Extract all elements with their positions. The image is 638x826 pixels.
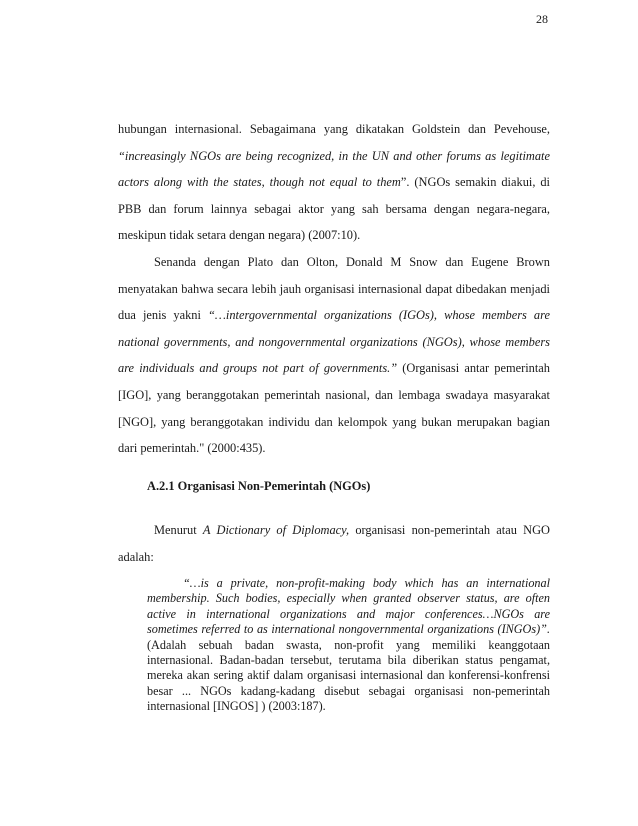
paragraph-dictionary-text-2: organisasi non-pemerintah atau NGO adalah: <box>118 523 550 564</box>
block-quote-translation: (Adalah sebuah badan swasta, non-profit yang memiliki keanggotaan internasional. Badan-badan tersebut, terutama bila diberikan status pengamat, mereka akan sering aktif dalam organisasi internasional dan konferensi-konfrensi besar ... NGOs kadang-kadang disebut sebagai organisasi non-pemerintah internasional [INGOS] ) (2003:187). <box>147 637 550 714</box>
paragraph-snow-brown-quote: “…intergovernmental organizations (IGOs), whose members are national governments, and nongovernmental organizations (NGOs), whose members are individuals and groups not part of governments.” <box>118 308 550 376</box>
block-quote-paragraph <box>147 576 550 715</box>
paragraph-goldstein-text-2: ”. (NGOs semakin diakui, di PBB dan forum lainnya sebagai aktor yang sah bersama dengan negara-negara, meskipun tidak setara dengan negara) (2007:10). <box>118 175 551 243</box>
paragraph-goldstein-text-1: hubungan internasional. Sebagaimana yang dikatakan Goldstein dan Pevehouse, <box>118 122 550 136</box>
paragraph-goldstein-quote: “increasingly NGOs are being recognized, in the UN and other forums as legitimate actors along with the states, though not equal to them <box>118 148 550 190</box>
paragraph-snow-brown <box>118 249 550 462</box>
paragraph-dictionary-title: A Dictionary of Diplomacy, <box>202 523 350 537</box>
paragraph-dictionary-text-1: Menurut <box>154 523 203 537</box>
body-text <box>118 116 550 462</box>
block-quote <box>147 576 550 715</box>
paragraph-dictionary <box>118 517 550 570</box>
paragraph-goldstein <box>118 116 550 249</box>
paragraph-snow-brown-text-2: (Organisasi antar pemerintah [IGO], yang beranggotakan pemerintah nasional, dan lembaga swadaya masyarakat [NGO], yang beranggotakan individu dan kelompok yang bukan merupakan bagian dari pemerintah." (2000:435). <box>118 361 550 456</box>
dictionary-paragraph <box>118 517 550 570</box>
paragraph-snow-brown-text-1: Senanda dengan Plato dan Olton, Donald M Snow dan Eugene Brown menyatakan bahwa secara lebih jauh organisasi internasional dapat dibedakan menjadi dua jenis yakni <box>118 254 550 323</box>
page-number: 28 <box>536 12 548 26</box>
block-quote-english: “…is a private, non-profit-making body which has an international membership. Such bodies, especially when granted observer status, are often active in international organizations and major conferences…NGOs are sometimes referred to as international nongovernmental organizations (INGOs)”. <box>147 576 550 637</box>
section-heading: A.2.1 Organisasi Non-Pemerintah (NGOs) <box>147 479 371 493</box>
